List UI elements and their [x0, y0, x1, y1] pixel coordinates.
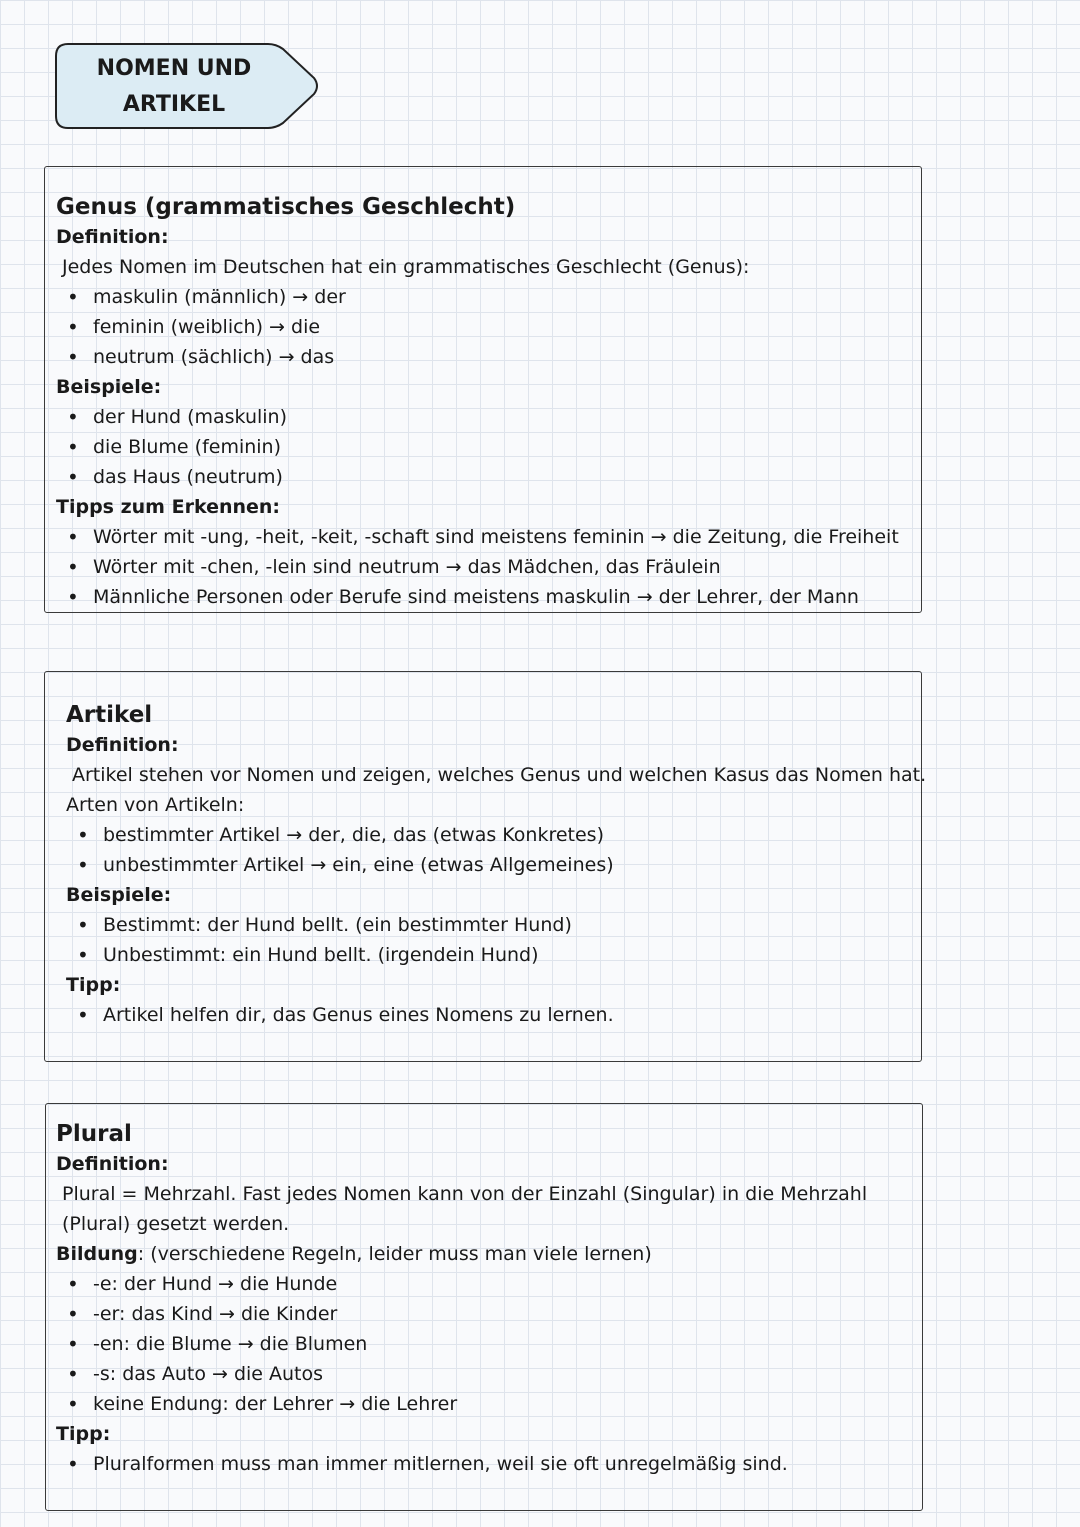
genus-examples-list [56, 402, 921, 492]
list-item: • Artikel helfen dir, das Genus eines Nomens zu lernen. [66, 1000, 921, 1030]
artikel-definition-label: Definition: [66, 734, 179, 756]
artikel-examples-label: Beispiele: [66, 884, 172, 906]
title-tag [54, 42, 322, 132]
list-item: • das Haus (neutrum) [56, 462, 921, 492]
list-item: • -en: die Blume → die Blumen [56, 1329, 922, 1359]
artikel-tip-label: Tipp: [66, 974, 121, 996]
plural-formation-note: (verschiedene Regeln, leider muss man viele lernen) [150, 1243, 652, 1265]
list-item: • neutrum (sächlich) → das [56, 342, 921, 372]
artikel-tip-list [66, 1000, 921, 1030]
genus-tips-label: Tipps zum Erkennen: [56, 496, 281, 518]
genus-definition-label: Definition: [56, 226, 169, 248]
list-item: • -e: der Hund → die Hunde [56, 1269, 922, 1299]
artikel-types-list [66, 820, 921, 880]
list-item: • -s: das Auto → die Autos [56, 1359, 922, 1389]
plural-tip-list [56, 1449, 922, 1479]
genus-examples-label: Beispiele: [56, 376, 162, 398]
plural-title: Plural [56, 1121, 132, 1147]
list-item: • keine Endung: der Lehrer → die Lehrer [56, 1389, 922, 1419]
artikel-types-intro: Arten von Artikeln: [66, 794, 245, 816]
list-item: • der Hund (maskulin) [56, 402, 921, 432]
genus-tips-list [56, 522, 921, 612]
plural-formation: Bildung: (verschiedene Regeln, leider muss man viele lernen) [56, 1243, 652, 1265]
list-item: • unbestimmter Artikel → ein, eine (etwas Allgemeines) [66, 850, 921, 880]
artikel-section [44, 671, 927, 1062]
plural-section [45, 1103, 923, 1511]
list-item: • Pluralformen muss man immer mitlernen, weil sie oft unregelmäßig sind. [56, 1449, 922, 1479]
genus-definition-text: Jedes Nomen im Deutschen hat ein grammatisches Geschlecht (Genus): [62, 256, 750, 278]
artikel-title: Artikel [66, 702, 153, 728]
list-item: • die Blume (feminin) [56, 432, 921, 462]
plural-tip-label: Tipp: [56, 1423, 111, 1445]
plural-rules-list [56, 1269, 922, 1419]
list-item: • feminin (weiblich) → die [56, 312, 921, 342]
list-item: • Wörter mit -chen, -lein sind neutrum → das Mädchen, das Fräulein [56, 552, 921, 582]
artikel-examples-list [66, 910, 921, 970]
title-line-2: ARTIKEL [122, 92, 226, 117]
genus-title: Genus (grammatisches Geschlecht) [56, 194, 516, 220]
plural-definition-label: Definition: [56, 1153, 169, 1175]
plural-definition-text: Plural = Mehrzahl. Fast jedes Nomen kann von der Einzahl (Singular) in die Mehrzahl (Plural) gesetzt werden. [62, 1183, 868, 1235]
genus-section [44, 166, 922, 613]
title-line-1: NOMEN UND [96, 56, 252, 81]
genus-gender-list [56, 282, 921, 372]
list-item: • Bestimmt: der Hund bellt. (ein bestimmter Hund) [66, 910, 921, 940]
list-item: • maskulin (männlich) → der [56, 282, 921, 312]
list-item: • Wörter mit -ung, -heit, -keit, -schaft sind meistens feminin → die Zeitung, die Freiheit [56, 522, 921, 552]
artikel-definition-text: Artikel stehen vor Nomen und zeigen, welches Genus und welchen Kasus das Nomen hat. [72, 764, 927, 786]
plural-formation-label: Bildung [56, 1243, 138, 1265]
list-item: • Männliche Personen oder Berufe sind meistens maskulin → der Lehrer, der Mann [56, 582, 921, 612]
list-item: • Unbestimmt: ein Hund bellt. (irgendein Hund) [66, 940, 921, 970]
page-title [74, 46, 274, 128]
list-item: • -er: das Kind → die Kinder [56, 1299, 922, 1329]
list-item: • bestimmter Artikel → der, die, das (etwas Konkretes) [66, 820, 921, 850]
